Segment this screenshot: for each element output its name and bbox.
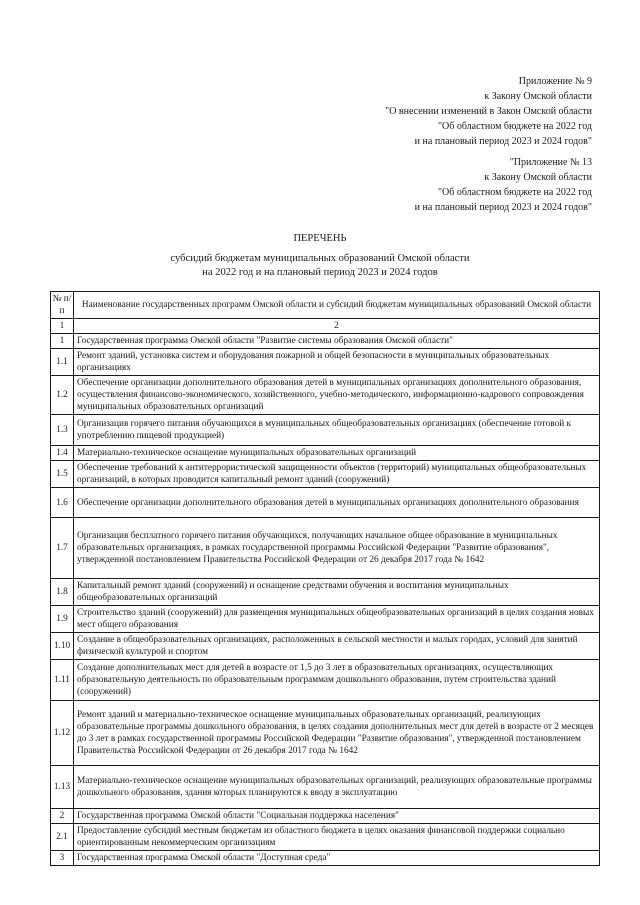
appendix-13-line: к Закону Омской области (484, 172, 592, 183)
table-row (51, 349, 600, 376)
table-row (51, 766, 600, 809)
row-text: Ремонт зданий и материально-техническое оснащение муниципальных образовательных организаций, реализующих образовательные программы дошкольного образования, в целях создания дополнительных мест для детей в возрасте от 2 месяцев до 3 лет в рамках государственной программы Российской Федерации "Развитие образования", утвержденной постановлением Правительства Российской Федерации от 26 декабря 2017 года № 1642 (74, 701, 600, 766)
row-text: Государственная программа Омской области "Развитие системы образования Омской области" (74, 334, 600, 349)
document-subtitle-line-1: субсидий бюджетам муниципальных образований Омской области (170, 253, 470, 264)
table-row (51, 461, 600, 488)
table-row (51, 334, 600, 349)
table-row (51, 606, 600, 633)
row-text: Организация бесплатного горячего питания обучающихся, получающих начальное общее образование в муниципальных образовательных организациях, в рамках государственной программы Российской Федерации "Развитие образования", утвержденной постановлением Правительства Российской Федерации от 26 декабря 2017 года № 1642 (74, 518, 600, 579)
row-text: Организация горячего питания обучающихся в муниципальных общеобразовательных организациях (обеспечение готовой к употреблению пищевой продукцией) (74, 415, 600, 446)
row-number: 1.1 (51, 349, 74, 376)
table-row (51, 518, 600, 579)
appendix-9-line: Приложение № 9 (518, 76, 592, 87)
row-number: 1.3 (51, 415, 74, 446)
row-number: 1.8 (51, 579, 74, 606)
appendix-13-line: "Об областном бюджете на 2022 год (437, 187, 592, 198)
row-text: Обеспечение требований к антитеррористической защищенности объектов (территорий) муниципальных общеобразовательных организаций, в которых проводится капитальный ремонт зданий (сооружений) (74, 461, 600, 488)
index-number: 1 (51, 319, 74, 334)
row-text: Обеспечение организации дополнительного образования детей в муниципальных организациях дополнительного образования (74, 488, 600, 518)
table-row (51, 633, 600, 660)
row-text: Обеспечение организации дополнительного образования детей в муниципальных организациях дополнительного образования, осуществления финансово-экономического, хозяйственного, учебно-методического, информационно-кадрового сопровождения муниципальных образовательных организаций (74, 376, 600, 415)
table-row (51, 824, 600, 851)
row-text: Создание дополнительных мест для детей в возрасте от 1,5 до 3 лет в образовательных организациях, осуществляющих образовательную деятельность по образовательным программам дошкольного образования, путем строительства зданий (сооружений) (74, 660, 600, 701)
table-row (51, 376, 600, 415)
row-number: 1 (51, 334, 74, 349)
table-row (51, 446, 600, 461)
row-number: 1.5 (51, 461, 74, 488)
appendix-9-line: "О внесении изменений в Закон Омской области (385, 106, 592, 117)
row-number: 2.1 (51, 824, 74, 851)
row-number: 2 (51, 809, 74, 824)
row-number: 3 (51, 851, 74, 866)
header-name: Наименование государственных программ Омской области и субсидий бюджетам муниципальных образований Омской области (74, 292, 600, 319)
row-number: 1.13 (51, 766, 74, 809)
appendix-13-block (415, 155, 592, 215)
row-number: 1.12 (51, 701, 74, 766)
row-number: 1.7 (51, 518, 74, 579)
appendix-9-line: и на плановый период 2023 и 2024 годов" (414, 136, 592, 147)
row-text: Создание в общеобразовательных организациях, расположенных в сельской местности и малых городах, условий для занятий физической культурой и спортом (74, 633, 600, 660)
table-row (51, 660, 600, 701)
appendix-9-line: к Закону Омской области (484, 91, 592, 102)
row-text: Материально-техническое оснащение муниципальных образовательных организаций (74, 446, 600, 461)
row-text: Капитальный ремонт зданий (сооружений) и оснащение средствами обучения и воспитания муниципальных общеобразовательных организаций (74, 579, 600, 606)
index-name: 2 (74, 319, 600, 334)
row-text: Строительство зданий (сооружений) для размещения муниципальных общеобразовательных организаций в целях создания новых мест общего образования (74, 606, 600, 633)
header-number: № п/п (51, 292, 74, 319)
table-row (51, 809, 600, 824)
row-text: Государственная программа Омской области "Социальная поддержка населения" (74, 809, 600, 824)
document-subtitle-line-2: на 2022 год и на плановый период 2023 и 2024 годов (202, 267, 438, 278)
subsidies-table (50, 291, 600, 866)
row-number: 1.6 (51, 488, 74, 518)
appendix-9-line: "Об областном бюджете на 2022 год (437, 121, 592, 132)
row-number: 1.9 (51, 606, 74, 633)
table-index-row (51, 319, 600, 334)
row-number: 1.10 (51, 633, 74, 660)
row-text: Материально-техническое оснащение муниципальных образовательных организаций, реализующих образовательные программы дошкольного образования, здания которых планируются к вводу в эксплуатацию (74, 766, 600, 809)
row-text: Предоставление субсидий местным бюджетам из областного бюджета в целях оказания финансовой поддержки социально ориентированным некоммерческим организациям (74, 824, 600, 851)
table-row (51, 851, 600, 866)
row-number: 1.2 (51, 376, 74, 415)
table-row (51, 579, 600, 606)
document-title: ПЕРЕЧЕНЬ (293, 233, 347, 244)
table-row (51, 488, 600, 518)
table-row (51, 415, 600, 446)
row-text: Государственная программа Омской области "Доступная среда" (74, 851, 600, 866)
table-row (51, 701, 600, 766)
appendix-13-line: "Приложение № 13 (509, 157, 592, 168)
row-number: 1.11 (51, 660, 74, 701)
row-text: Ремонт зданий, установка систем и оборудования пожарной и общей безопасности в муниципальных образовательных организациях (74, 349, 600, 376)
table-header-row (51, 292, 600, 319)
appendix-13-line: и на плановый период 2023 и 2024 годов" (414, 202, 592, 213)
row-number: 1.4 (51, 446, 74, 461)
appendix-9-block (385, 74, 592, 149)
